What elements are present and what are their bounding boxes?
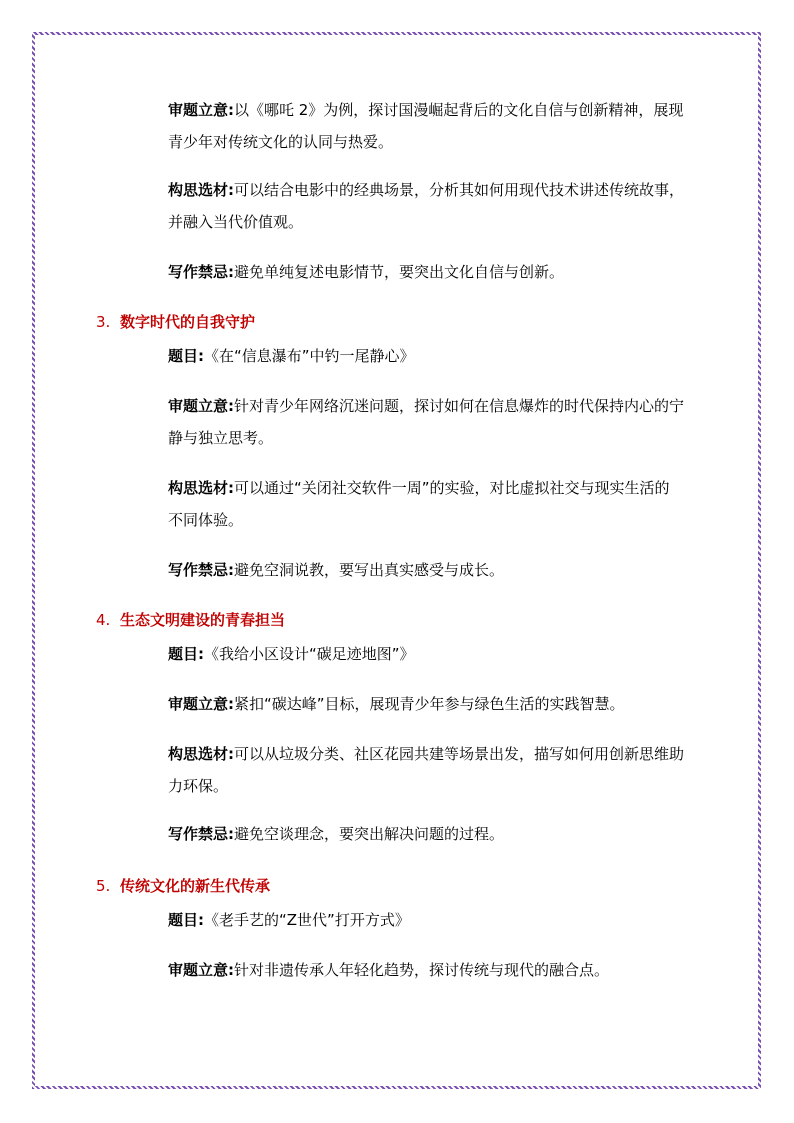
topic-line [168, 346, 415, 366]
section-title: 数字时代的自我守护 [120, 313, 256, 331]
topic-text: 《在“信息瀑布”中钓一尾静心》 [204, 347, 415, 365]
section-number: 3. [96, 313, 111, 331]
analysis-text: 以《哪吒 2》为例，探讨国漫崛起背后的文化自信与创新精神，展现 [234, 101, 684, 119]
analysis-label: 审题立意: [168, 961, 234, 979]
analysis-text: 针对青少年网络沉迷问题，探讨如何在信息爆炸的时代保持内心的宁 [234, 397, 685, 415]
material-text: 可以通过“关闭社交软件一周”的实验，对比虚拟社交与现实生活的 [234, 479, 670, 497]
material-line-cont: 力环保。 [168, 777, 229, 795]
section-heading [96, 312, 255, 332]
taboo-text: 避免空谈理念，要突出解决问题的过程。 [234, 825, 505, 843]
analysis-line [168, 396, 684, 416]
section-heading [96, 876, 270, 896]
section-heading [96, 610, 285, 630]
analysis-text: 紧扣“碳达峰”目标，展现青少年参与绿色生活的实践智慧。 [234, 695, 625, 713]
material-label: 构思选材: [168, 181, 234, 199]
topic-label: 题目: [168, 911, 204, 929]
section-title: 生态文明建设的青春担当 [120, 611, 286, 629]
material-line-cont: 并融入当代价值观。 [168, 213, 304, 231]
material-label: 构思选材: [168, 745, 234, 763]
analysis-line-cont: 青少年对传统文化的认同与热爱。 [168, 133, 394, 151]
topic-line [168, 910, 410, 930]
section-number: 4. [96, 611, 111, 629]
section-title: 传统文化的新生代传承 [120, 877, 271, 895]
material-text: 可以从垃圾分类、社区花园共建等场景出发，描写如何用创新思维助 [234, 745, 685, 763]
taboo-line [168, 824, 504, 844]
material-line [168, 180, 684, 200]
taboo-line [168, 560, 504, 580]
section-number: 5. [96, 877, 111, 895]
material-line [168, 478, 670, 498]
taboo-line [168, 262, 564, 282]
topic-label: 题目: [168, 645, 204, 663]
analysis-line [168, 694, 625, 714]
analysis-line [168, 100, 683, 120]
material-text: 可以结合电影中的经典场景，分析其如何用现代技术讲述传统故事， [234, 181, 685, 199]
taboo-label: 写作禁忌: [168, 561, 234, 579]
topic-line [168, 644, 415, 664]
material-label: 构思选材: [168, 479, 234, 497]
topic-text: 《老手艺的“Z世代”打开方式》 [204, 911, 410, 929]
taboo-text: 避免单纯复述电影情节，要突出文化自信与创新。 [234, 263, 565, 281]
analysis-text: 针对非遗传承人年轻化趋势，探讨传统与现代的融合点。 [234, 961, 610, 979]
material-line-cont: 不同体验。 [168, 511, 244, 529]
material-line [168, 744, 684, 764]
analysis-label: 审题立意: [168, 101, 234, 119]
analysis-label: 审题立意: [168, 695, 234, 713]
topic-text: 《我给小区设计“碳足迹地图”》 [204, 645, 415, 663]
taboo-label: 写作禁忌: [168, 825, 234, 843]
taboo-text: 避免空洞说教，要写出真实感受与成长。 [234, 561, 505, 579]
analysis-line [168, 960, 609, 980]
analysis-line-cont: 静与独立思考。 [168, 429, 274, 447]
analysis-label: 审题立意: [168, 397, 234, 415]
topic-label: 题目: [168, 347, 204, 365]
taboo-label: 写作禁忌: [168, 263, 234, 281]
